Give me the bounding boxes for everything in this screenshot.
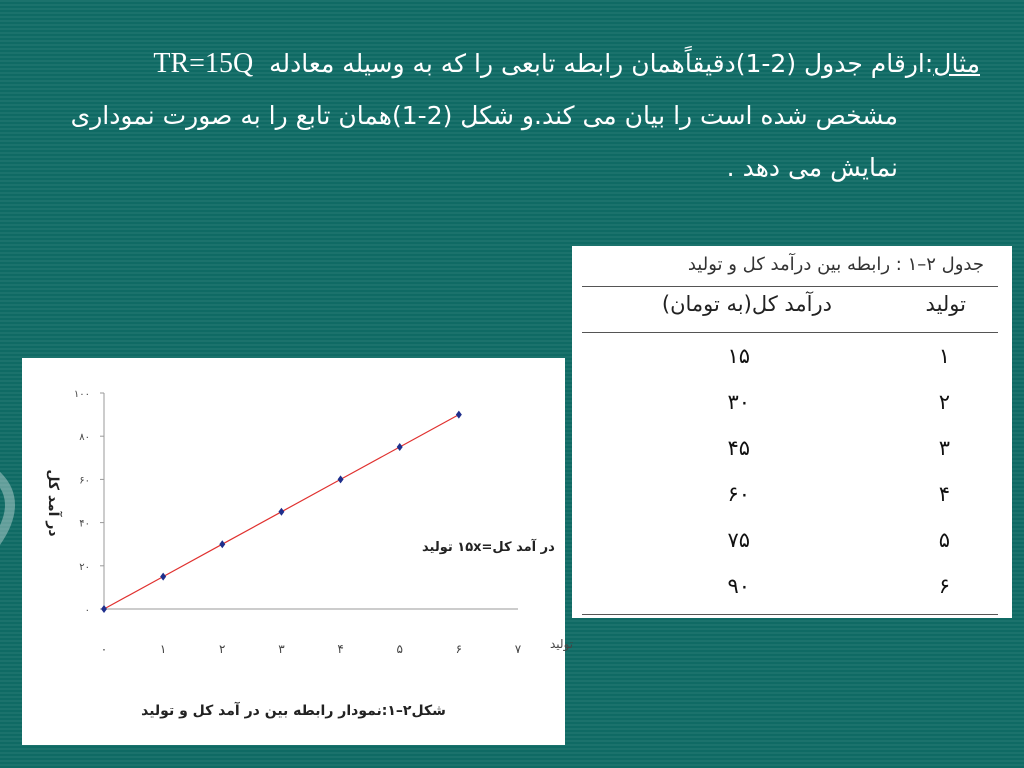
y-tick-label: ۸۰ — [79, 432, 90, 444]
cell-output: ۲ — [938, 390, 950, 414]
data-point — [338, 475, 344, 483]
chart-svg — [22, 358, 574, 698]
y-tick-label: ۲۰ — [79, 561, 90, 573]
table-caption: جدول ۲–۱ : رابطه بین درآمد کل و تولید — [687, 254, 984, 275]
cell-output: ۶ — [938, 574, 950, 598]
header-revenue: درآمد کل(به تومان) — [661, 292, 832, 316]
label-colon: : — [924, 49, 934, 78]
text-line-2: مشخص شده است را بیان می کند.و شکل (2-1)همان تابع را به صورت نموداری — [70, 101, 898, 130]
table-top-rule — [582, 286, 998, 287]
slide-text — [40, 38, 980, 194]
equation-annotation: در آمد کل=۱۵x تولید — [422, 540, 555, 555]
cell-output: ۴ — [938, 482, 950, 506]
equation: TR=15Q — [153, 48, 254, 79]
data-point — [219, 540, 225, 548]
x-tick-label: ۱ — [159, 642, 167, 656]
x-tick-label: ۳ — [278, 642, 285, 656]
text-line-1 — [40, 38, 980, 90]
table-header-rule — [582, 332, 998, 333]
table-bottom-rule — [582, 614, 998, 615]
x-tick-label: ۴ — [337, 642, 344, 656]
y-axis-label: در آمد کل — [45, 469, 61, 537]
table-row — [572, 566, 1012, 612]
chart-caption: شکل۲–۱:نمودار رابطه بین در آمد کل و تولید — [141, 703, 446, 719]
table-row — [572, 474, 1012, 520]
table-figure — [572, 246, 1012, 618]
cell-revenue: ۶۰ — [727, 482, 750, 506]
cell-output: ۵ — [938, 528, 950, 552]
line1-body: ارقام جدول (2-1)دقیقاًهمان رابطه تابعی را که به وسیله معادله — [269, 49, 925, 78]
text-line-3: نمایش می دهد . — [726, 153, 898, 182]
x-tick-label: ۵ — [396, 642, 403, 656]
y-tick-label: ۰ — [84, 605, 90, 616]
y-tick-label: ۴۰ — [79, 518, 90, 530]
x-axis-label: تولید — [550, 637, 574, 651]
table-row — [572, 428, 1012, 474]
cell-revenue: ۹۰ — [727, 574, 750, 598]
chart-figure — [22, 358, 574, 745]
x-tick-label: ۰ — [100, 642, 108, 656]
data-point — [397, 443, 403, 451]
table-row — [572, 382, 1012, 428]
y-tick-label: ۱۰۰ — [73, 389, 90, 400]
cell-output: ۱ — [938, 344, 950, 368]
cell-revenue: ۱۵ — [727, 344, 750, 368]
y-tick-label: ۶۰ — [79, 475, 90, 487]
table-row — [572, 520, 1012, 566]
data-point — [160, 573, 166, 581]
data-point — [101, 605, 107, 613]
cell-revenue: ۴۵ — [727, 436, 750, 460]
cell-revenue: ۷۵ — [727, 528, 750, 552]
data-point — [456, 411, 462, 419]
table-row — [572, 336, 1012, 382]
x-tick-label: ۶ — [455, 642, 463, 656]
header-output: تولید — [925, 292, 966, 316]
cell-output: ۳ — [938, 436, 950, 460]
x-tick-label: ۲ — [219, 642, 226, 656]
x-tick-label: ۷ — [514, 642, 522, 656]
data-point — [278, 508, 284, 516]
example-label: مثال — [933, 49, 980, 78]
cell-revenue: ۳۰ — [727, 390, 750, 414]
